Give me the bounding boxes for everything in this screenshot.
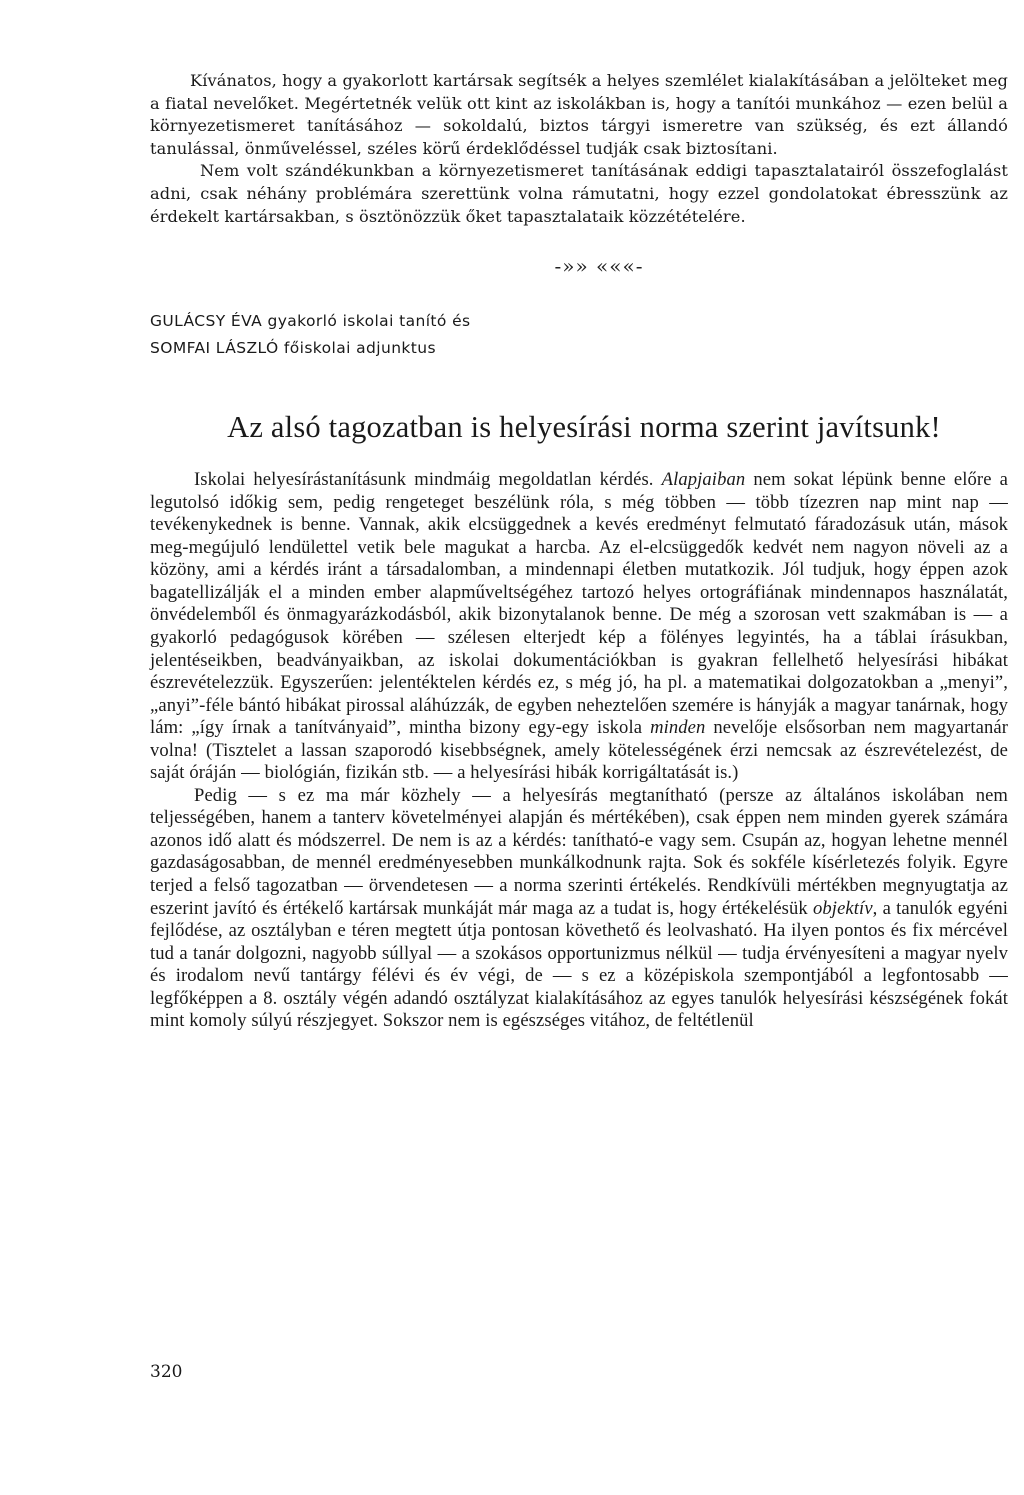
intro-section	[150, 70, 1008, 228]
article-paragraph-1-start: Iskolai helyesírástanításunk mindmáig megoldatlan kérdés.	[194, 469, 662, 491]
author-line-2: SOMFAI LÁSZLÓ főiskolai adjunktus	[150, 339, 436, 358]
author-line-1: GULÁCSY ÉVA gyakorló iskolai tanító és	[150, 312, 471, 331]
section-ornament: -»» «««-	[554, 254, 644, 279]
article-paragraph-1-emphasis-2: minden	[650, 717, 706, 739]
article-body	[150, 469, 1008, 1033]
article-paragraph-1-emphasis: Alapjaiban	[661, 469, 746, 491]
article-title: Az alsó tagozatban is helyesírási norma szerint javítsunk!	[227, 410, 941, 445]
article-paragraph-2-emphasis: objektív	[813, 897, 873, 919]
article-paragraph-2-start: Pedig — s ez ma már közhely — a helyesírás megtanítható (persze az általános iskolában nem teljességében, hanem a tanterv követelményei alapján és mértékében), csak éppen nem minden gyerek számára azonos idő alatt és módszerrel. De nem is az a kérdés: tanítható-e vagy sem. Csupán az, hogyan lehetne mennél gazdaságosabban, de mennél eredményesebben munkálkodnunk rajta. Sok és sokféle kísérletezés folyik. Egyre terjed a felső tagozatban — örvendetesen — a norma szerinti értékelés. Rendkívüli mértékben megnyugtatja az eszerint javító és értékelő kartársak munkáját már maga az a tudat is, hogy értékelésük	[150, 784, 1008, 919]
article-paragraph-1	[150, 469, 1008, 785]
article-paragraph-2-end: , a tanulók egyéni fejlődése, az osztályban e téren megtett útja pontosan követhető és leolvasható. Ha ilyen pontos és fix mércével tud a tanár dolgozni, nagyobb súllyal — a szokásos opportunizmus nélkül — tudja érvényesíteni a magyar nyelv és irodalom nevű tantárgy félévi és év végi, de — s ez a középiskola szempontjából a legfontosabb — legfőképpen a 8. osztály végén adandó osztályzat kialakításához az egyes tanulók helyesírási készségének fokát mint komoly súlyú részjegyet. Sokszor nem is egészséges vitához, de feltétlenül	[150, 897, 1008, 1032]
page-content	[150, 70, 1008, 1033]
author-block	[150, 308, 1008, 362]
article-paragraph-1-end: nevelője elsősorban nem magyartanár volna! (Tisztelet a lassan szaporodó kisebbségnek, amely kötelességének érzi nemcsak az észrevételezést, de saját óráján — biológián, fizikán stb. — a helyesírási hibák korrigáltatását is.)	[150, 717, 1008, 784]
article-paragraph-2	[150, 785, 1008, 1033]
intro-paragraph-2: Nem volt szándékunkban a környezetismeret tanításának eddigi tapasztalatairól összefoglalást adni, csak néhány problémára szerettünk volna rámutatni, hogy ezzel gondolatokat ébresszünk az érdekelt kartársakban, s ösztönözzük őket tapasztalataik közzétételére.	[150, 161, 1008, 226]
page-number: 320	[150, 1362, 183, 1382]
article-paragraph-1-middle: nem sokat lépünk benne előre a legutolsó időkig sem, pedig rengeteget beszélünk róla, s még többen — több tízezren nap mint nap — tevékenykednek is benne. Vannak, akik elcsüggednek a kevés eredményt felmutató fáradozásuk után, mások meg-megújuló lendülettel vetik bele magukat a harcba. Az el-elcsüggedők kedvét nem nagyon növeli az a közöny, ami a kérdés iránt a társadalomban, a mindennapi életben mutatkozik. Jól tudjuk, hogy éppen azok bagatellizálják el a minden ember alapműveltségéhez tartozó helyes ortográfiának mindennapos használatát, önvédelemből és önmagyarázkodásból, akik bizonytalanok benne. De még a szorosan vett szakmában is — a gyakorló pedagógusok körében — szélesen elterjedt kép a fölényes legyintés, ha a táblai írásukban, jelentéseikben, beadványaikban, az iskolai dokumentációkban is gyakran fellelhető helyesírási hibákat észrevételezzük. Egyszerűen: jelentéktelen kérdés ez, s még jó, ha pl. a matematikai dolgozatokban a „menyi”, „anyi”-féle bántó hibákat pirossal aláhúzzák, de egyben neheztelően szemére is hányják a magyar tanárnak, hogy lám: „így írnak a tanítványaid”, mintha bizony egy-egy iskola	[150, 469, 1008, 739]
intro-paragraph-1: Kívánatos, hogy a gyakorlott kartársak segítsék a helyes szemlélet kialakításában a jelölteket meg a fiatal nevelőket. Megértetnék velük ott kint az iskolákban is, hogy a tanítói munkához — ezen belül a környezetismeret tanításához — sokoldalú, biztos tárgyi ismeretre van szükség, és ezt állandó tanulással, önműveléssel, széles körű érdeklődéssel tudják csak biztosítani.	[150, 71, 1008, 158]
